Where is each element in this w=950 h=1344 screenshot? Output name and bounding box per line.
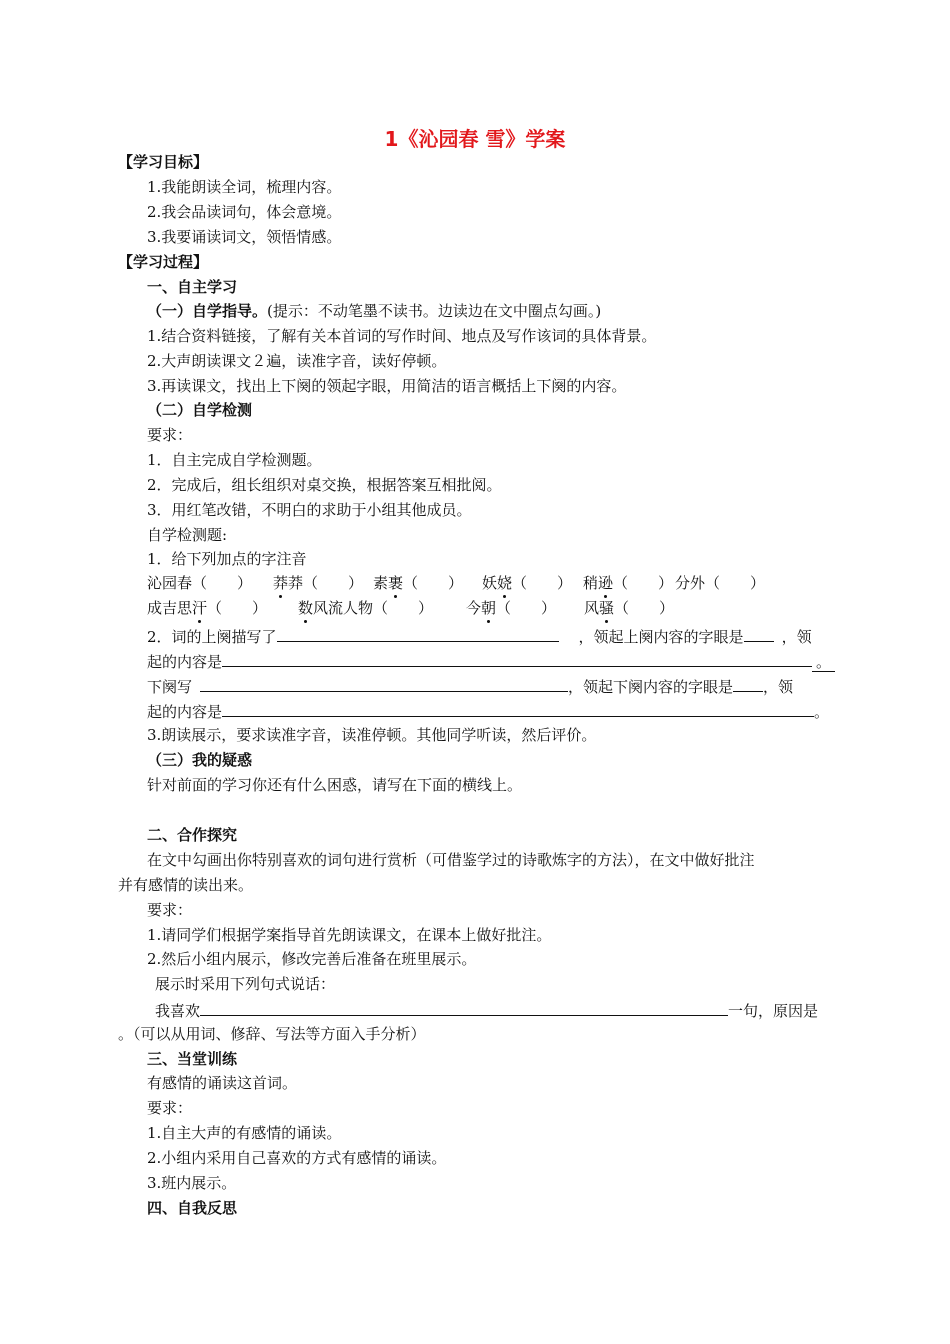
process-heading: 【学习过程】 — [118, 253, 209, 271]
question-3: 3.朗读展示，要求读准字音，读准停顿。其他同学听读，然后评价。 — [147, 726, 597, 744]
req-label: 要求： — [147, 901, 193, 919]
check-req: 3．用红笔改错，不明白的求助于小组其他成员。 — [147, 501, 472, 519]
dotted-char: 汗 — [192, 599, 208, 617]
pinyin-item: 素裹（ ） — [373, 574, 464, 592]
answer-blank[interactable] — [222, 700, 814, 717]
section-heading-1: 一、自主学习 — [147, 278, 238, 296]
goal-item: 2.我会品读词句，体会意境。 — [147, 203, 342, 221]
pinyin-item: 莽莽（ ） — [273, 574, 364, 592]
paragraph: 在文中勾画出你特别喜欢的词句进行赏析（可借鉴学过的诗歌炼字的方法），在文中做好批注 — [147, 851, 755, 869]
guide-hint: (提示：不动笔墨不读书。边读边在文中圈点勾画。) — [267, 302, 602, 320]
check-heading: （二）自学检测 — [147, 401, 253, 419]
dotted-char: 朝 — [481, 599, 497, 617]
req-item: 3.班内展示。 — [147, 1174, 237, 1192]
check-req: 1．自主完成自学检测题。 — [147, 451, 322, 469]
guide-line — [147, 301, 601, 321]
guide-item: 2.大声朗读课文２遍，读准字音，读好停顿。 — [147, 352, 447, 370]
answer-blank[interactable] — [200, 675, 568, 692]
dotted-char: 数 — [298, 599, 314, 617]
like-sentence: 我喜欢 一句，原因是 — [155, 999, 818, 1021]
answer-blank[interactable] — [200, 999, 728, 1016]
req-item: 2.小组内采用自己喜欢的方式有感情的诵读。 — [147, 1149, 447, 1167]
check-req-label: 要求： — [147, 426, 193, 444]
guide-item: 1.结合资料链接，了解有关本首词的写作时间、地点及写作该词的具体背景。 — [147, 327, 657, 345]
check-req: 2．完成后，组长组织对桌交换，根据答案互相批阅。 — [147, 476, 502, 494]
like-note: 。（可以从用词、修辞、写法等方面入手分析） — [118, 1025, 426, 1043]
section-heading-3: 三、当堂训练 — [147, 1050, 238, 1068]
question-2-line: 2．词的上阕描写了 ，领起上阕内容的字眼是 ，领 — [147, 625, 812, 647]
dotted-char: 逊 — [598, 574, 614, 592]
section-heading-2: 二、合作探究 — [147, 826, 238, 844]
doubts-text: 针对前面的学习你还有什么困惑，请写在下面的横线上。 — [147, 776, 523, 794]
dotted-char: 娆 — [497, 574, 513, 592]
pinyin-item: 数风流人物（ ） — [298, 599, 434, 617]
paragraph: 并有感情的读出来。 — [118, 876, 254, 894]
pinyin-item: 沁园春（ ） — [147, 574, 253, 592]
question-2-line: 起的内容是 。 — [147, 700, 829, 722]
answer-blank[interactable] — [744, 625, 774, 642]
req-label: 要求： — [147, 1099, 193, 1117]
dotted-char: 裹 — [388, 574, 404, 592]
pinyin-item: 稍逊（ ） — [583, 574, 674, 592]
pinyin-item: 风骚（ ） — [584, 599, 675, 617]
question-1: 1．给下列加点的字注音 — [147, 550, 307, 568]
answer-blank[interactable] — [222, 650, 812, 667]
req-item: 1.自主大声的有感情的诵读。 — [147, 1124, 342, 1142]
dotted-char: 莽 — [273, 574, 289, 592]
goal-item: 3.我要诵读词文，领悟情感。 — [147, 228, 342, 246]
goal-item: 1.我能朗读全词，梳理内容。 — [147, 178, 342, 196]
page-title: 1《沁园春 雪》学案 — [384, 127, 566, 151]
section-heading-4: 四、自我反思 — [147, 1199, 238, 1217]
pinyin-item: 妖娆（ ） — [482, 574, 573, 592]
question-2-line: 起的内容是 。 — [147, 650, 835, 672]
guide-item: 3.再读课文，找出上下阕的领起字眼，用简洁的语言概括上下阕的内容。 — [147, 377, 627, 395]
paragraph: 有感情的诵读这首词。 — [147, 1074, 298, 1092]
dotted-char: 骚 — [599, 599, 615, 617]
goals-heading: 【学习目标】 — [118, 153, 209, 171]
answer-blank[interactable] — [277, 625, 559, 642]
req-item: 1.请同学们根据学案指导首先朗读课文，在课本上做好批注。 — [147, 926, 552, 944]
pattern-label: 展示时采用下列句式说话： — [155, 975, 336, 993]
question-2-line: 下阕写 ，领起下阕内容的字眼是 ，领 — [147, 675, 793, 697]
test-label: 自学检测题: — [147, 526, 228, 544]
pinyin-item: 成吉思汗（ ） — [147, 599, 268, 617]
doubts-heading: （三）我的疑惑 — [147, 751, 253, 769]
answer-blank[interactable] — [733, 675, 763, 692]
req-item: 2.然后小组内展示，修改完善后准备在班里展示。 — [147, 950, 477, 968]
pinyin-item: 分外（ ） — [675, 574, 766, 592]
guide-heading: （一）自学指导。 — [147, 302, 268, 320]
pinyin-item: 今朝（ ） — [466, 599, 557, 617]
